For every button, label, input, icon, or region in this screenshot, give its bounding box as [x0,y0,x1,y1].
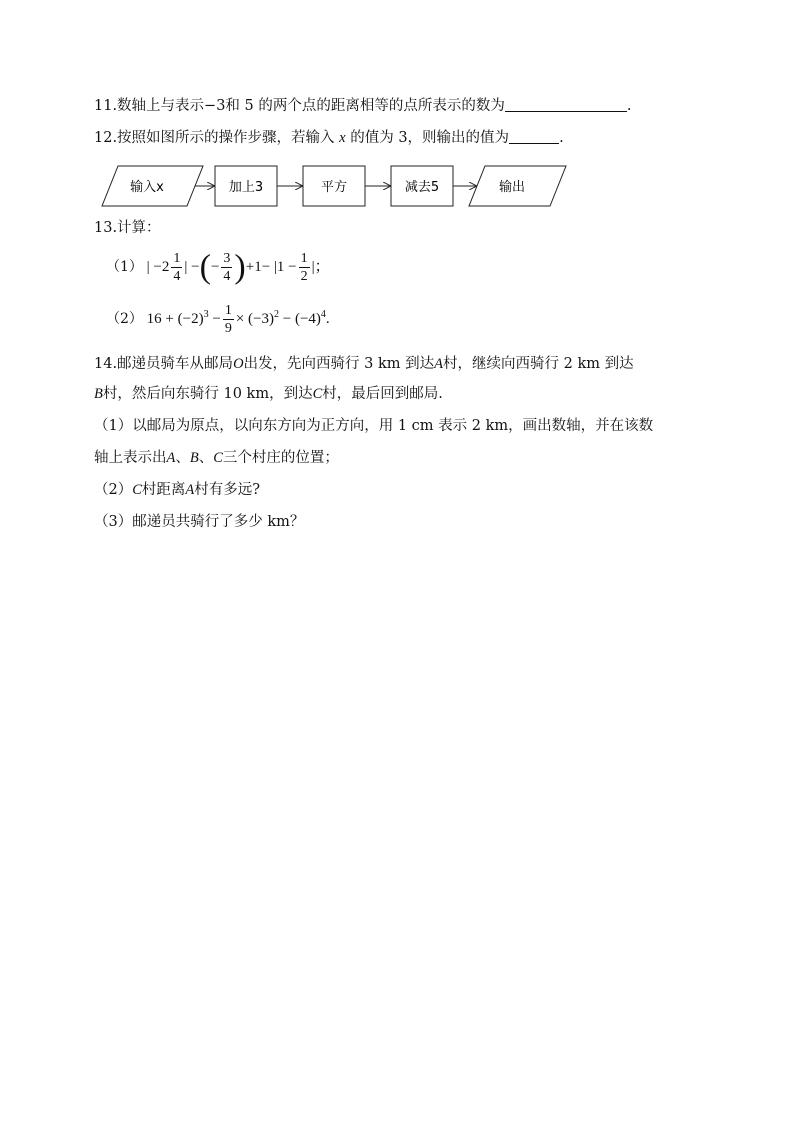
text: （2） [94,482,133,498]
text: 轴上表示出 [94,450,167,466]
q13-part-1 [106,250,330,285]
denominator: 4 [173,269,181,284]
text: 村，继续向西骑行 2 km 到达 [443,356,634,372]
point-B: B [189,450,199,466]
question-14-line-1 [94,354,634,374]
part-label: （2） [106,310,143,327]
expr: − [210,258,220,275]
q13-part-2 [106,302,330,337]
numerator: 3 [223,251,231,266]
q14-sub-3: （3）邮递员共骑行了多少 km？ [94,514,305,530]
point-A: A [166,450,176,466]
text: 村，然后向东骑行 10 km，到达 [102,386,313,402]
fraction [223,302,234,337]
question-14-line-2 [94,384,443,404]
text: 出发，先向西骑行 3 km 到达 [243,356,435,372]
text: 三个村庄的位置； [222,450,339,466]
text: 、 [175,450,190,466]
expr: +1− |1 − [245,258,297,275]
expr: − [212,310,221,327]
expr: | − [184,258,200,275]
flowchart [0,0,794,240]
question-13-title: 13.计算： [94,220,161,236]
q12-prefix: 12.按照如图所示的操作步骤，若输入 [94,130,335,146]
exponent: 2 [273,308,279,320]
expr: 16 + (−2) [146,310,204,327]
q14-sub-1-line-1: （1）以邮局为原点，以向东方向为正方向，用 1 cm 表示 2 km，画出数轴，并在该数 [94,418,654,434]
expr: . [325,310,330,327]
q11-end: . [626,98,632,114]
text: 村有多远? [194,482,261,498]
fraction [171,250,182,285]
point-B: B [94,386,103,402]
step-input: 输入x [130,180,164,195]
point-O: O [233,356,244,372]
q14-sub-2 [94,480,260,500]
fraction [299,250,310,285]
fraction [221,250,232,285]
denominator: 2 [300,269,308,284]
text: 14.邮递员骑车从邮局 [94,356,234,372]
expr: | −2 [146,258,170,275]
denominator: 9 [224,321,232,336]
text: 村，最后回到邮局. [322,386,443,402]
expr: |； [311,258,330,275]
step-square: 平方 [320,180,348,195]
q11-text: 11.数轴上与表示−3和 5 的两个点的距离相等的点所表示的数为 [94,98,505,114]
point-C: C [312,386,323,402]
step-add: 加上3 [228,180,264,195]
point-C: C [132,482,142,498]
step-subtract: 减去5 [404,180,440,195]
exponent: 3 [203,308,209,320]
part-label: （1） [106,258,143,275]
step-output: 输出 [498,180,526,195]
paren: ) [234,248,246,286]
text: 村距离 [141,482,186,498]
point-C: C [213,450,223,466]
expr: × (−3) [235,310,274,327]
q12-variable: x [339,130,346,146]
expr: − (−4) [278,310,321,327]
q12-end: . [559,130,564,146]
text: 、 [198,450,214,466]
numerator: 1 [300,251,308,266]
paren: ( [199,248,211,286]
q12-mid: 的值为 3，则输出的值为 [350,130,510,146]
numerator: 1 [224,303,232,318]
q14-sub-1-line-2 [94,448,339,468]
exponent: 4 [320,308,326,320]
denominator: 4 [223,269,231,284]
numerator: 1 [173,251,181,266]
point-A: A [434,356,443,372]
point-A: A [185,482,195,498]
